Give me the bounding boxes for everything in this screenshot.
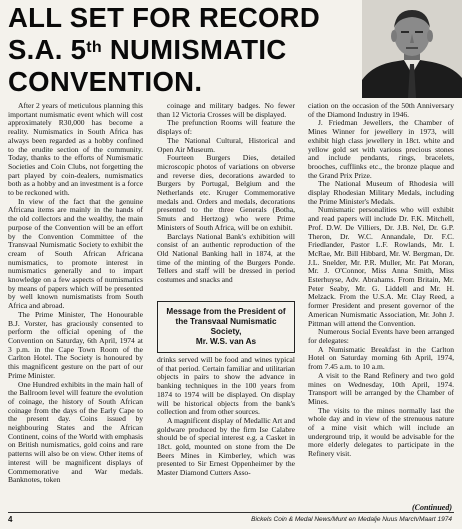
paragraph: drinks served will be food and wines typical of that period. Certain familiar and utilitarian objects in pairs to show the advance in banking techniques in the 100 years from 1874 to 1974 will be displayed. On display will be historical objects from the bank's collection and from other sources. (157, 355, 295, 417)
paragraph: The prefunction Rooms will feature the displays of: (157, 118, 295, 137)
paragraph: After 2 years of meticulous planning this important numismatic event which will cost approximately R30,000 has become a reality. Numismatics in South Africa has always been regarded as a hobby confined to the erudite section of the community. Today, thanks to the efforts of Numismatic Societies and Coin Clubs, not forgetting the part played by coin-dealers, numismatics both as a hobby and an investment is a force to be reckoned with. (8, 101, 143, 198)
paragraph: A magnificent display of Medallic Art and goldware produced by the firm Ise Calabre should be of special interest e.g. a Casket in 18ct. gold, mounted on stone from the De Beers Mines in Kimberley, which was presented to Sir Ernest Oppenheimer by the Master Diamond Cutters Asso- (157, 415, 295, 478)
paragraph: Barclays National Bank's exhibition will consist of an authentic reproduction of the Old National Banking hall in 1874, at the time of the minting of the Burgers Ponde. Tellers and staff will be dressed in period costumes and snacks and (157, 231, 295, 285)
portrait-image (362, 0, 462, 98)
paragraph: In view of the fact that the genuine Africana items are mainly in the hands of the old collectors and the wealthy, the main purpose of the Convention will be an effort by the Convention Committee of the Transvaal Numismatic Society to exhibit the cream of South African Africana numismatics, to promote interest in numismatics generally and to impart knowledge on a few aspects of numismatics by means of papers which will be presented by well known numismatists from South Africa and abroad. (8, 196, 143, 311)
paragraph: The Prime Minister, The Honourable B.J. Vorster, has graciously consented to perform the official opening of the Convention on Saturday, 6th April, 1974 at 3 p.m. in the Cape Town Room of the Carlton Hotel. The Society is honoured by this magnificent gesture on the part of our Prime Minister. (8, 309, 143, 380)
paragraph: Numismatic personalities who will exhibit and read papers will include Dr. F.K. Mitchell, Prof. D.W. De Villiers, Dr. J.B. Nel, Dr. G.P. Theron, Dr. W.C. Annandale, Dr. F.C. Friedlander, Pastor L.F. Rowlands, Mr. I. McRae, Mr. Bill Hibbard, Mr. W. Bergman, Dr. J.L. Snelder, Mr. P.R. Muller, Mr. Pat Moran, Mr. J. O'Connor, Miss Anna Smith, Miss Esterhuyse, Adv. Abrahams. From Britain, Mr. Peter Seaby, Mr. G. Liddell and Mr. H. Melzack. From the U.S.A. Mr. Clay Reed, a former President and present governor of the American Numismatic Association, Mr. John J. Pittman will attend the Convention. (308, 205, 454, 328)
paragraph: The National Cultural, Historical and Open Air Museum. (157, 135, 295, 154)
continued-label: (Continued) (411, 503, 452, 512)
paragraph: One Hundred exhibits in the main hall of the Ballroom level will feature the evolution of coinage, the history of South African coinage from the days of the Early Cape to the present day. Coins issued by neighbouring States and the African Continent, coins of the World with emphasis on British numismatics, gold coins and rare patterns will also be on view. Other items of interest will be magnificent displays of Commemorative and War medals. Banknotes, token (8, 379, 143, 485)
message-box-line: the Transvaal Numismatic (175, 316, 277, 326)
paragraph: A Numismatic Breakfast in the Carlton Hotel on Saturday morning 6th April, 1974, from 7.45 a.m. to 10 a.m. (308, 344, 454, 372)
paragraph: ciation on the occasion of the 50th Anniversary of the Diamond Industry in 1946. (308, 101, 454, 119)
paragraph: The visits to the mines normally last the whole day and in view of the strenuous nature of a mine visit which will include an underground trip, it would be advisable for the more elderly delegates to participate in the Refinery visit. (308, 405, 454, 459)
page-number: 4 (8, 515, 13, 524)
article-column-2 (157, 102, 295, 285)
paragraph: Numerous Social Events have been arranged for delegates: (308, 327, 454, 345)
headline-line-2-end: NUMISMATIC (101, 34, 287, 65)
headline-line-1: ALL SET FOR RECORD (8, 2, 320, 33)
message-box-line: Message from the President of (166, 306, 286, 316)
headline (8, 2, 360, 98)
message-box-line: Mr. W.S. van As (195, 337, 257, 347)
publication-footer: Bickels Coin & Medal News/Munt en Medalje Nuus March/Maart 1974 (251, 516, 452, 523)
headline-line-2-main: S.A. 5 (8, 34, 87, 65)
paragraph: A visit to the Rand Refinery and two gold mines on Wednesday, 10th April, 1974. Transport will be arranged by the Chamber of Mines. (308, 370, 454, 406)
paragraph: coinage and military badges. No fewer than 12 Victoria Crosses will be displayed. (157, 101, 295, 119)
headline-line-3: CONVENTION. (8, 66, 203, 97)
headline-line-2 (8, 34, 360, 66)
paragraph: Fourteen Burgers Dies, detailed microscopic photos of variations on obverse and reverse dies, decorations awarded to Burgers by Portugal, Belgium and the Netherlands etc. Kruger Commemorative medals and. Orders and medals, decorations presented to the three Generals (Botha, Smuts and Hertzog) who were Prime Ministers of South Africa, will be on exhibit. (157, 153, 295, 232)
headline-ordinal: th (86, 39, 102, 56)
footer-rule (8, 512, 454, 513)
article-column-1 (8, 102, 143, 485)
paragraph: The National Museum of Rhodesia will display Rhodesian Military Medals, including the Prime Minister's Medals. (308, 179, 454, 206)
portrait-photo (362, 0, 462, 98)
article-column-3 (308, 102, 454, 459)
president-message-box (157, 301, 295, 353)
article-column-2-bottom (157, 356, 295, 478)
paragraph: J. Friedman Jewellers, the Chamber of Mines Winner for jewellery in 1973, will exhibit high class jewellery in 18ct. white and yellow gold set with various precious stones and include pendants, rings, bracelets, brooches, cufflinks etc., the bronze plaque and the Grand Prix Prize. (308, 118, 454, 180)
message-box-line: Society, (210, 327, 242, 336)
